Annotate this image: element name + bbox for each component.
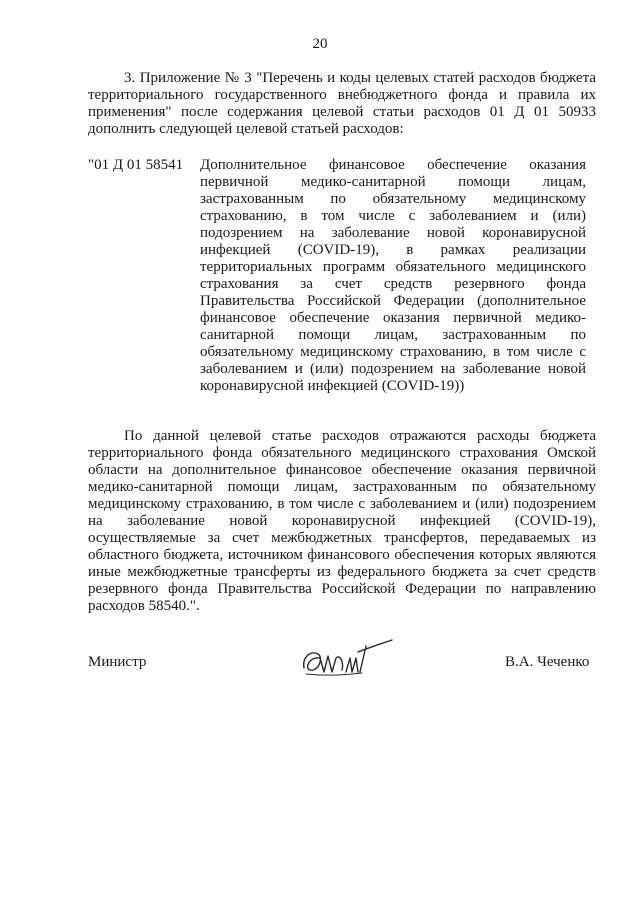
signatory-name: В.А. Чеченко — [505, 654, 590, 670]
signatory-title: Министр — [88, 654, 147, 670]
body-paragraph: По данной целевой статье расходов отражаются расходы бюджета территориального фонда обязательного медицинского страхования Омской области на дополнительное финансовое обеспечение оказания первичной медико-санитарной помощи лицам, застрахованным по обязательному медицинскому страхованию, в том числе с заболеванием и (или) подозрением на заболевание новой коронавирусной инфекцией (COVID-19), осуществляемые за счет межбюджетных трансфертов, передаваемых из областного бюджета, источником финансового обеспечения которых являются иные межбюджетные трансферты из федерального бюджета за счет средств резервного фонда Правительства Российской Федерации по направлению расходов 58540.". — [88, 428, 596, 614]
handwritten-signature — [296, 628, 396, 688]
page-number: 20 — [312, 36, 328, 52]
expense-description: Дополнительное финансовое обеспечение оказания первичной медико-санитарной помощи лицам, застрахованным по обязательному медицинскому страхованию, в том числе с заболеванием и (или) подозрением на заболевание новой коронавирусной инфекцией (COVID-19), в рамках реализации территориальных программ обязательного медицинского страхования за счет средств резервного фонда Правительства Российской Федерации (дополнительное финансовое обеспечение оказания первичной медико-санитарной помощи лицам, застрахованным по обязательному медицинскому страхованию, в том числе с заболеванием и (или) подозрением на заболевание новой коронавирусной инфекцией (COVID-19)) — [200, 157, 586, 394]
intro-paragraph: 3. Приложение № 3 "Перечень и коды целевых статей расходов бюджета территориального государственного внебюджетного фонда и правила их применения" после содержания целевой статьи расходов 01 Д 01 50933 дополнить следующей целевой статьей расходов: — [88, 70, 596, 137]
expense-code: "01 Д 01 58541 — [88, 157, 184, 173]
